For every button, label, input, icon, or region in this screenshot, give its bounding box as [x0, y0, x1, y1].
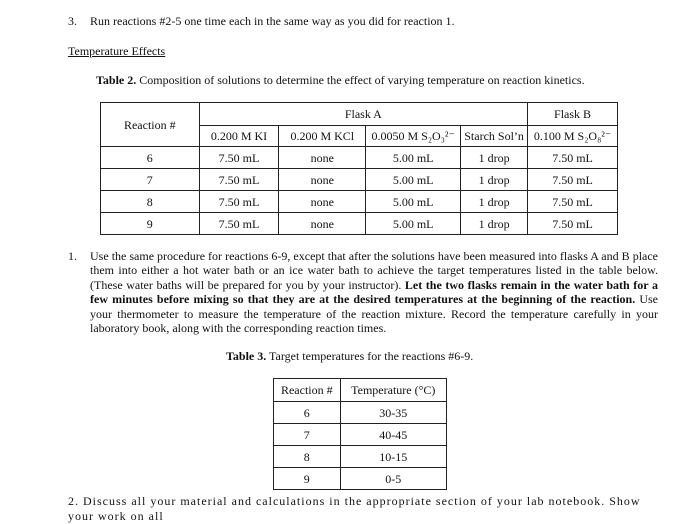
- table-cell: 7.50 mL: [199, 191, 279, 213]
- table-cell: none: [279, 169, 366, 191]
- table-row: [274, 402, 447, 424]
- next-step-partial-text: 2. Discuss all your material and calculations in the appropriate section of your lab notebook. Show your work on all: [68, 494, 641, 523]
- table-cell: 7.50 mL: [199, 147, 279, 169]
- table-2-caption: [96, 73, 585, 88]
- table-row: [101, 147, 618, 169]
- table-3-header-temperature: Temperature (°C): [340, 379, 446, 402]
- step-1-text-b: Use your thermometer to measure the temperature of the reaction mixture. Record the temperature carefully in your laboratory book, along with the corresponding reaction times.: [90, 292, 658, 336]
- table-3-label: Table 3.: [226, 349, 267, 363]
- table-cell: 9: [101, 213, 200, 235]
- table-2-col-header: 0.0050 M S₂O₃²⁻: [366, 126, 461, 147]
- step-1-paragraph: [90, 249, 658, 335]
- section-heading: Temperature Effects: [68, 44, 166, 58]
- table-cell: 8: [101, 191, 200, 213]
- table-cell: 7.50 mL: [528, 147, 618, 169]
- table-cell: 7.50 mL: [528, 169, 618, 191]
- table-cell: 9: [274, 468, 341, 490]
- table-3-header-reaction: Reaction #: [274, 379, 341, 402]
- table-cell: 8: [274, 446, 341, 468]
- table-2-col-header: 0.200 M KCl: [279, 126, 366, 147]
- table-cell: none: [279, 191, 366, 213]
- table-2-col-header: 0.200 M KI: [199, 126, 279, 147]
- step-1-text-a: Use the same procedure for reactions 6-9, except that after the solutions have been measured into flasks A and B place them into either a hot water bath or an ice water bath to achieve the target temperatures listed in the table below. (These water baths will be prepared for you by your instructor).: [90, 249, 658, 292]
- table-cell: 1 drop: [461, 147, 528, 169]
- table-cell: 7: [101, 169, 200, 191]
- table-cell: 1 drop: [461, 191, 528, 213]
- table-cell: 7.50 mL: [528, 191, 618, 213]
- table-cell: 5.00 mL: [366, 191, 461, 213]
- table-cell: none: [279, 147, 366, 169]
- table-cell: 5.00 mL: [366, 169, 461, 191]
- table-3-caption-text: Target temperatures for the reactions #6-9.: [269, 349, 474, 363]
- next-step-partial: [68, 494, 668, 523]
- table-row: [274, 468, 447, 490]
- step-3-text: Run reactions #2-5 one time each in the same way as you did for reaction 1.: [90, 14, 455, 28]
- table-row: [101, 191, 618, 213]
- table-cell: 1 drop: [461, 169, 528, 191]
- table-2-caption-text: Composition of solutions to determine the effect of varying temperature on reaction kinetics.: [139, 73, 585, 87]
- table-2-col-header: 0.100 M S₂O₈²⁻: [528, 126, 618, 147]
- table-3: [273, 378, 447, 490]
- table-cell: 6: [274, 402, 341, 424]
- table-3-caption: [226, 349, 473, 364]
- table-cell: 30-35: [340, 402, 446, 424]
- table-cell: 10-15: [340, 446, 446, 468]
- table-cell: 6: [101, 147, 200, 169]
- table-cell: 5.00 mL: [366, 147, 461, 169]
- table-row: [101, 213, 618, 235]
- step-1-number: 1.: [68, 249, 77, 263]
- table-cell: 0-5: [340, 468, 446, 490]
- table-cell: 7.50 mL: [199, 169, 279, 191]
- table-2-label: Table 2.: [96, 73, 137, 87]
- table-cell: 40-45: [340, 424, 446, 446]
- table-cell: 7: [274, 424, 341, 446]
- table-cell: none: [279, 213, 366, 235]
- table-cell: 7.50 mL: [528, 213, 618, 235]
- table-row: [274, 446, 447, 468]
- table-row: [101, 169, 618, 191]
- table-2-header-flask-b: Flask B: [528, 103, 618, 126]
- table-cell: 5.00 mL: [366, 213, 461, 235]
- table-2-header-flask-a: Flask A: [199, 103, 527, 126]
- step-1-text-bold: Let the two flasks remain in the water bath for a few minutes before mixing so that they are at the desired temperatures at the beginning of the reaction.: [90, 277, 658, 307]
- table-2-col-header: Starch Sol’n: [461, 126, 528, 147]
- table-row: [274, 424, 447, 446]
- table-2-header-reaction: Reaction #: [101, 103, 200, 147]
- table-cell: 1 drop: [461, 213, 528, 235]
- table-2: [100, 102, 618, 235]
- step-3-number: 3.: [68, 14, 77, 28]
- table-cell: 7.50 mL: [199, 213, 279, 235]
